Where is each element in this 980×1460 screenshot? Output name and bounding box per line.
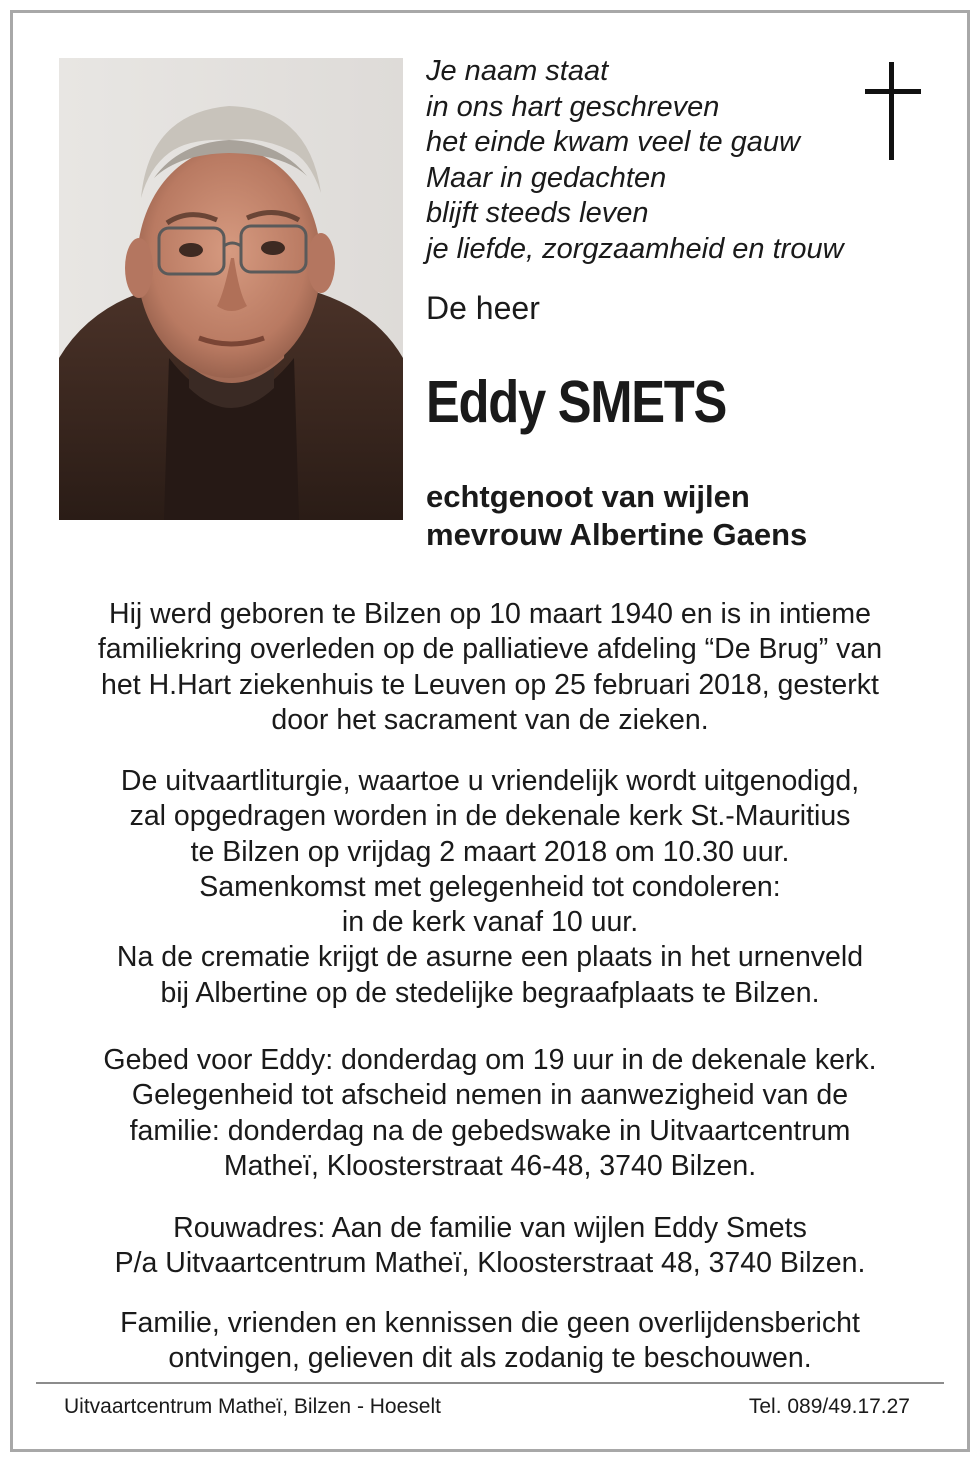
text-line: door het sacrament van de zieken. xyxy=(271,703,709,736)
text-line: Samenkomst met gelegenheid tot condoleren: xyxy=(199,870,781,903)
footer-divider xyxy=(36,1382,944,1384)
undertaker-name: Uitvaartcentrum Matheï, Bilzen - Hoeselt xyxy=(64,1395,441,1418)
text-line: Gebed voor Eddy: donderdag om 19 uur in de dekenale kerk. xyxy=(103,1044,877,1076)
text-line: familiekring overleden op de palliatieve afdeling “De Brug” van xyxy=(97,633,883,666)
address-paragraph xyxy=(36,1211,944,1282)
portrait-photo xyxy=(59,58,403,520)
latin-cross-icon xyxy=(862,62,924,160)
poem-line: het einde kwam veel te gauw xyxy=(426,126,800,158)
memorial-poem xyxy=(426,54,866,267)
text-line: zal opgedragen worden in de dekenale kerk St.-Mauritius xyxy=(129,800,851,833)
text-line: P/a Uitvaartcentrum Matheï, Kloosterstraat 48, 3740 Bilzen. xyxy=(114,1247,866,1280)
poem-line: Je naam staat xyxy=(426,55,609,87)
text-line: het H.Hart ziekenhuis te Leuven op 25 februari 2018, gesterkt xyxy=(101,668,879,701)
text-line: bij Albertine op de stedelijke begraafplaats te Bilzen. xyxy=(160,976,820,1009)
deceased-name: Eddy SMETS xyxy=(426,369,727,435)
undertaker-phone: Tel. 089/49.17.27 xyxy=(748,1395,910,1418)
spouse-line: echtgenoot van wijlen xyxy=(426,479,750,514)
text-line: Rouwadres: Aan de familie van wijlen Eddy Smets xyxy=(173,1212,807,1244)
poem-line: je liefde, zorgzaamheid en trouw xyxy=(426,232,844,265)
birth-paragraph xyxy=(36,597,944,738)
text-line: Matheï, Kloosterstraat 46-48, 3740 Bilzen. xyxy=(223,1149,757,1182)
poem-line: in ons hart geschreven xyxy=(426,90,720,123)
funeral-paragraph xyxy=(36,764,944,1011)
poem-line: Maar in gedachten xyxy=(426,161,667,194)
portrait-image xyxy=(59,58,403,520)
text-line: Gelegenheid tot afscheid nemen in aanwezigheid van de xyxy=(131,1079,849,1112)
notice-paragraph xyxy=(36,1306,944,1377)
text-line: te Bilzen op vrijdag 2 maart 2018 om 10.30 uur. xyxy=(190,835,790,868)
text-line: Na de crematie krijgt de asurne een plaats in het urnenveld xyxy=(116,941,864,974)
salutation: De heer xyxy=(426,290,540,326)
spouse-line: mevrouw Albertine Gaens xyxy=(426,517,808,552)
spouse-info xyxy=(426,478,807,554)
text-line: Hij werd geboren te Bilzen op 10 maart 1940 en is in intieme xyxy=(108,598,871,630)
text-line: familie: donderdag na de gebedswake in Uitvaartcentrum xyxy=(129,1114,851,1147)
text-line: De uitvaartliturgie, waartoe u vriendelijk wordt uitgenodigd, xyxy=(120,765,860,797)
text-line: Familie, vrienden en kennissen die geen overlijdensbericht xyxy=(120,1307,860,1339)
prayer-paragraph xyxy=(36,1043,944,1184)
poem-line: blijft steeds leven xyxy=(426,197,649,229)
text-line: ontvingen, gelieven dit als zodanig te beschouwen. xyxy=(168,1342,812,1375)
text-line: in de kerk vanaf 10 uur. xyxy=(341,906,639,939)
